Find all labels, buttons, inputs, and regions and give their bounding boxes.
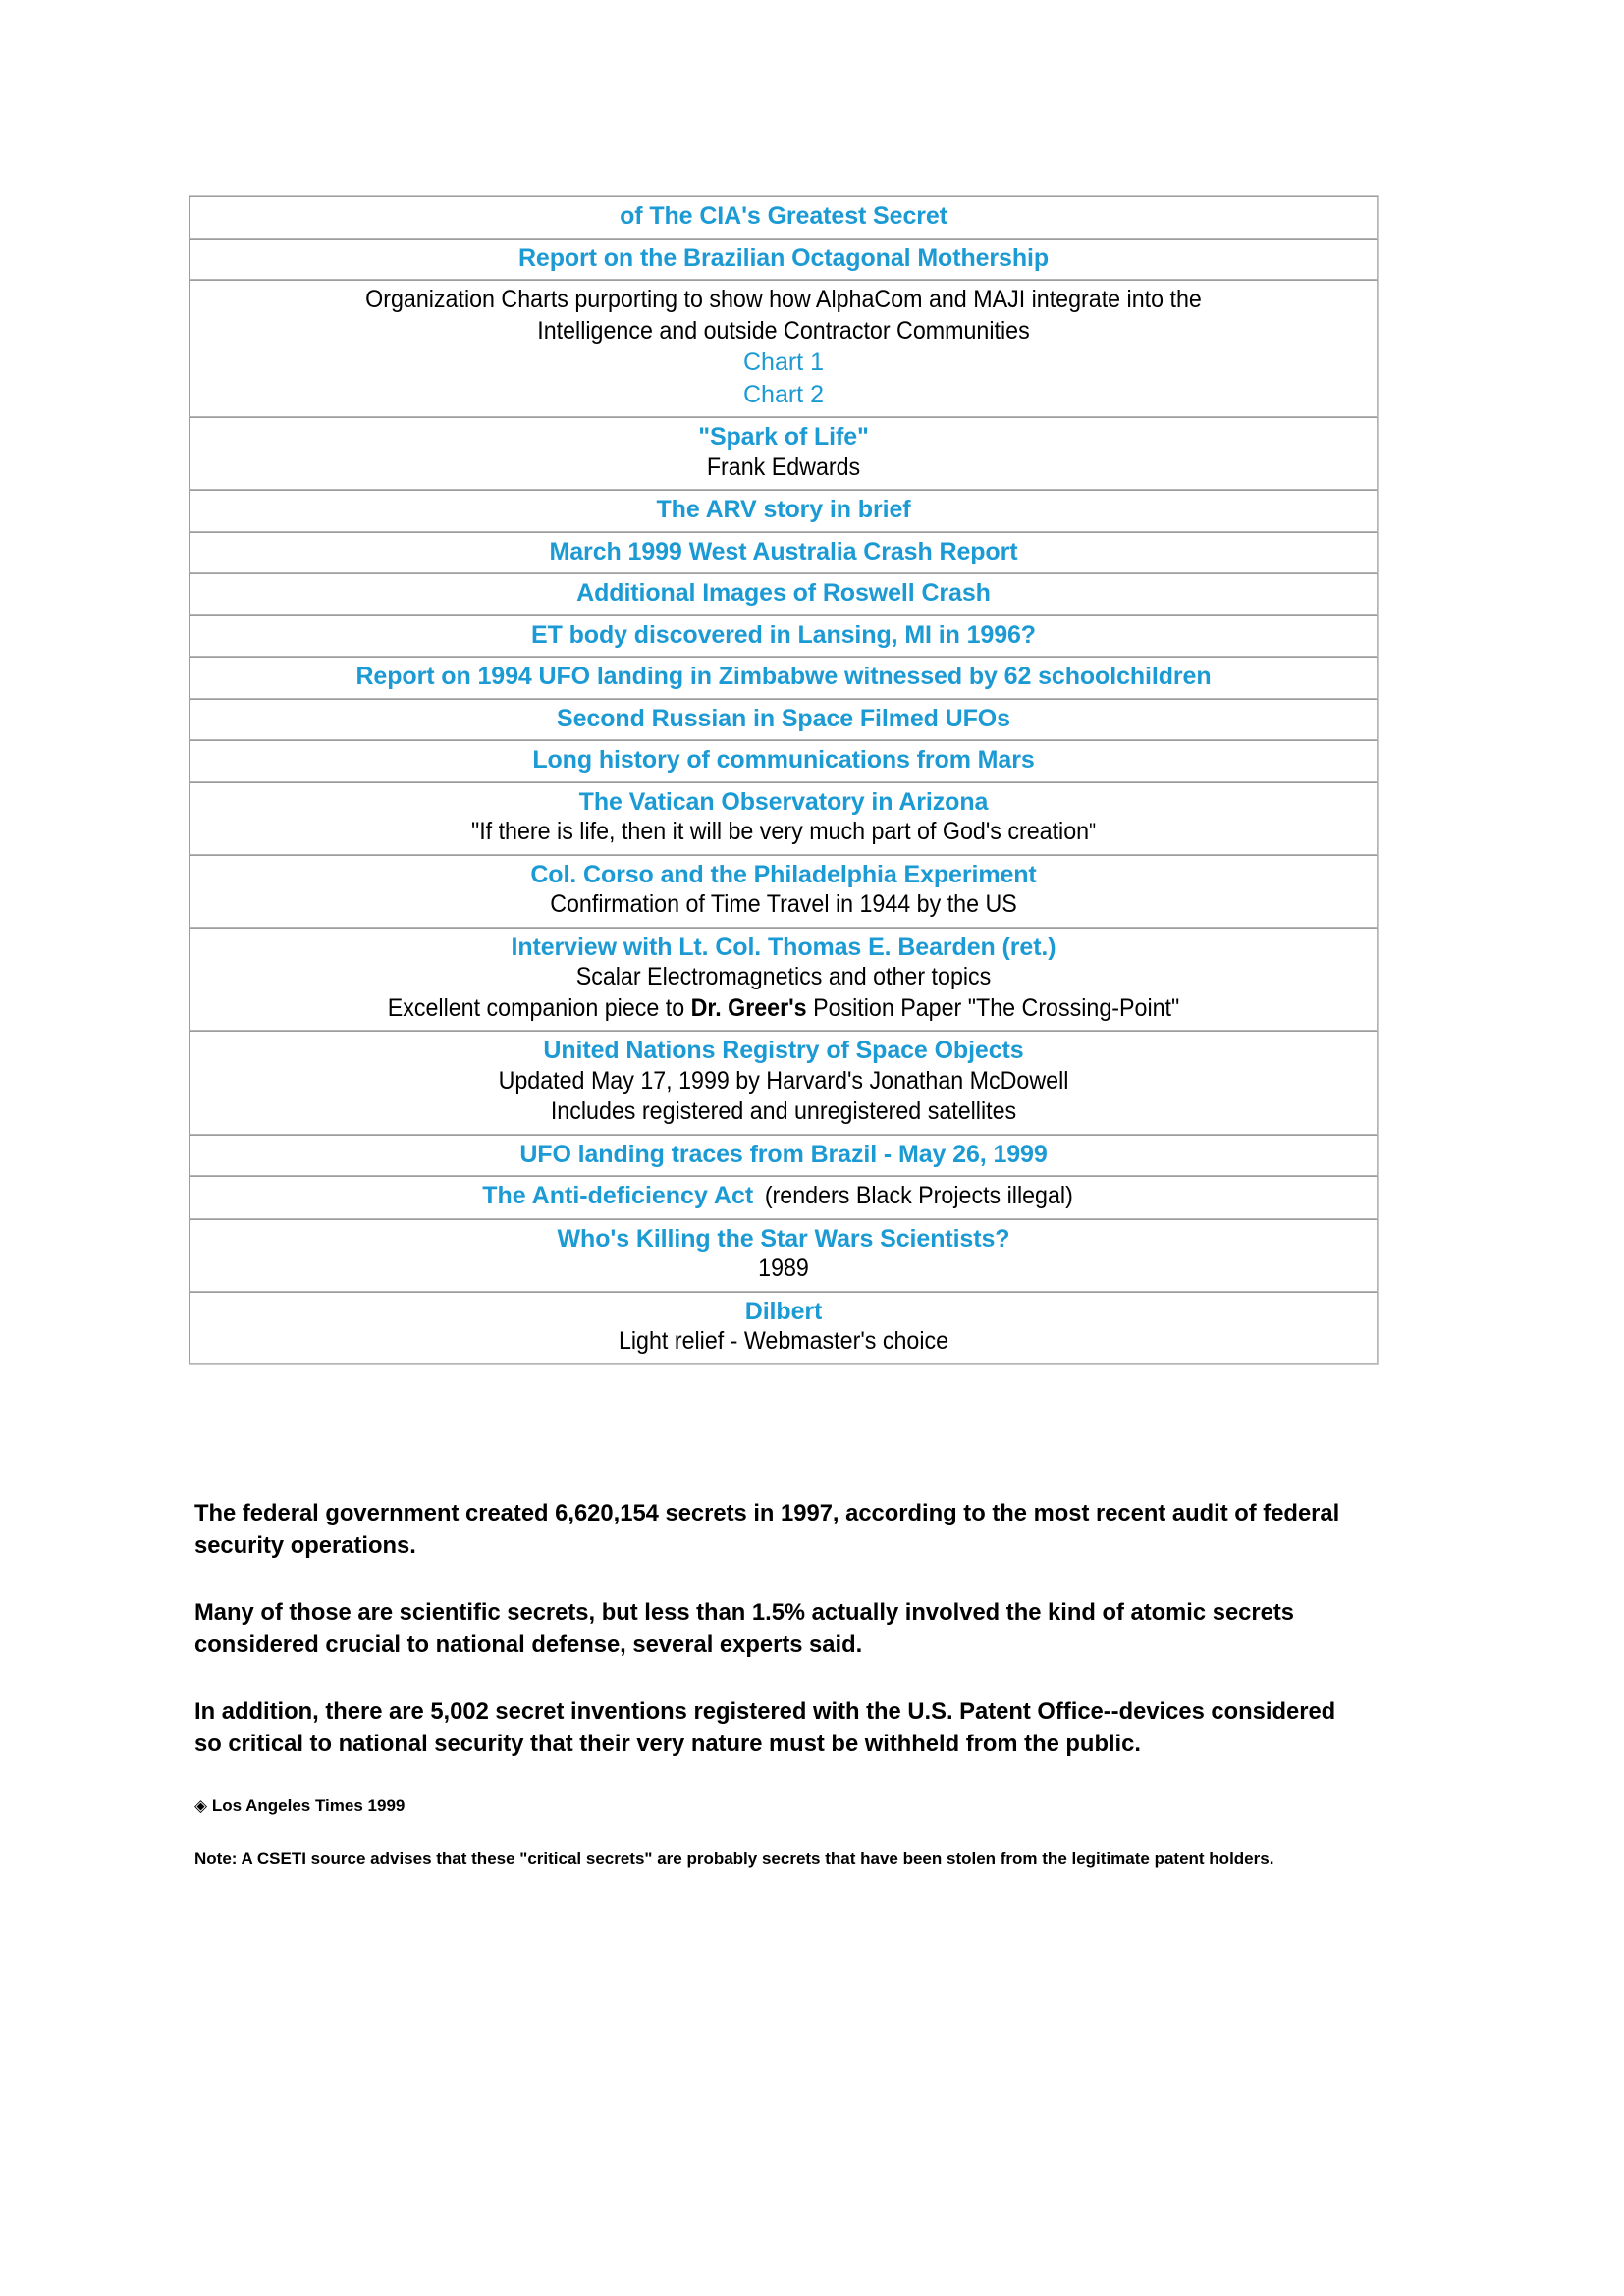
vatican-quote-text: "If there is life, then it will be very much part of God's creation	[470, 818, 1090, 845]
row-dilbert[interactable]	[189, 1292, 1378, 1364]
row-roswell-images[interactable]	[189, 573, 1378, 615]
link-un-space-registry[interactable]: United Nations Registry of Space Objects	[543, 1037, 1024, 1064]
row-mars-communications[interactable]	[189, 740, 1378, 782]
row-cia-greatest-secret[interactable]	[189, 196, 1378, 239]
bearden-description-line-1: Scalar Electromagnetics and other topics	[575, 963, 992, 990]
link-chart-1[interactable]: Chart 1	[743, 348, 824, 376]
link-zimbabwe-landing[interactable]: Report on 1994 UFO landing in Zimbabwe witnessed by 62 schoolchildren	[355, 663, 1212, 690]
link-brazil-landing-traces[interactable]: UFO landing traces from Brazil - May 26, 1999	[519, 1140, 1048, 1168]
row-lansing-et-body[interactable]	[189, 615, 1378, 658]
org-charts-description-line-2: Intelligence and outside Contractor Communities	[537, 316, 1030, 345]
table-row	[189, 532, 1378, 574]
table-row	[189, 1176, 1378, 1219]
anti-deficiency-note: (renders Black Projects illegal)	[764, 1182, 1073, 1209]
link-mars-communications[interactable]: Long history of communications from Mars	[532, 746, 1035, 774]
row-brazil-landing-traces[interactable]	[189, 1135, 1378, 1177]
article-credit-text: Los Angeles Times 1999	[211, 1796, 406, 1816]
link-second-russian-space[interactable]: Second Russian in Space Filmed UFOs	[557, 704, 1010, 732]
table-row	[189, 657, 1378, 699]
table-row	[189, 615, 1378, 658]
row-anti-deficiency-act[interactable]	[189, 1176, 1378, 1219]
replacement-char-icon: ◈	[194, 1796, 208, 1817]
star-wars-year: 1989	[758, 1255, 809, 1282]
table-row	[189, 280, 1378, 417]
article-note: Note: A CSETI source advises that these "critical secrets" are probably secrets that have been stolen from the legitimate patent holders.	[194, 1849, 1274, 1869]
un-registry-description-line-2: Includes registered and unregistered satellites	[550, 1097, 1017, 1125]
dilbert-description: Light relief - Webmaster's choice	[618, 1327, 949, 1355]
link-arv-story[interactable]: The ARV story in brief	[656, 496, 911, 523]
table-row	[189, 196, 1378, 239]
row-organization-charts	[189, 280, 1378, 417]
row-spark-of-life[interactable]	[189, 417, 1378, 490]
link-lansing-et-body[interactable]: ET body discovered in Lansing, MI in 1996?	[531, 620, 1036, 649]
link-west-australia-crash[interactable]: March 1999 West Australia Crash Report	[549, 537, 1018, 565]
row-bearden-interview[interactable]	[189, 928, 1378, 1032]
table-row	[189, 1031, 1378, 1135]
article-paragraph-1: The federal government created 6,620,154 secrets in 1997, according to the most recent audit of federal security operations.	[194, 1500, 1340, 1559]
row-west-australia-crash[interactable]	[189, 532, 1378, 574]
link-roswell-images[interactable]: Additional Images of Roswell Crash	[576, 579, 991, 607]
table-row	[189, 1219, 1378, 1292]
un-registry-description-line-1: Updated May 17, 1999 by Harvard's Jonathan McDowell	[498, 1066, 1069, 1095]
article-paragraph-3: In addition, there are 5,002 secret inventions registered with the U.S. Patent Office--devices considered so critical to national security that their very nature must be withheld from the public.	[194, 1698, 1336, 1757]
spark-of-life-author: Frank Edwards	[706, 453, 861, 481]
link-vatican-observatory[interactable]: The Vatican Observatory in Arizona	[578, 787, 989, 816]
bearden-desc-pre: Excellent companion piece to	[387, 993, 691, 1022]
corso-description: Confirmation of Time Travel in 1944 by the US	[550, 890, 1017, 918]
table-row	[189, 855, 1378, 928]
vatican-quote-close: "	[1089, 820, 1097, 842]
table-row	[189, 1292, 1378, 1364]
link-chart-2[interactable]: Chart 2	[743, 380, 824, 408]
article-credit	[194, 1795, 1387, 1818]
bearden-description-line-2	[242, 993, 1326, 1025]
row-brazilian-octagonal-mothership[interactable]	[189, 239, 1378, 281]
table-row	[189, 490, 1378, 532]
link-dilbert[interactable]: Dilbert	[744, 1297, 823, 1325]
row-corso-philadelphia[interactable]	[189, 855, 1378, 928]
link-table-container	[189, 195, 1379, 1365]
row-zimbabwe-landing[interactable]	[189, 657, 1378, 699]
row-un-space-registry[interactable]	[189, 1031, 1378, 1135]
link-brazilian-octagonal-mothership[interactable]: Report on the Brazilian Octagonal Mothership	[517, 243, 1050, 272]
table-row	[189, 239, 1378, 281]
bearden-desc-greer: Dr. Greer's	[690, 993, 807, 1022]
table-row	[189, 699, 1378, 741]
table-row	[189, 573, 1378, 615]
link-star-wars-scientists[interactable]: Who's Killing the Star Wars Scientists?	[557, 1224, 1010, 1253]
table-row	[189, 417, 1378, 490]
link-cia-greatest-secret[interactable]: of The CIA's Greatest Secret	[620, 202, 947, 230]
link-spark-of-life[interactable]: "Spark of Life"	[698, 423, 869, 451]
org-charts-description-line-1: Organization Charts purporting to show how AlphaCom and MAJI integrate into the	[365, 286, 1202, 313]
vatican-quote	[242, 817, 1326, 848]
table-row	[189, 740, 1378, 782]
article-paragraph-2: Many of those are scientific secrets, but less than 1.5% actually involved the kind of atomic secrets considered crucial to national defense, several experts said.	[194, 1599, 1294, 1658]
row-arv-story[interactable]	[189, 490, 1378, 532]
row-star-wars-scientists[interactable]	[189, 1219, 1378, 1292]
link-table	[189, 195, 1379, 1365]
row-second-russian-space[interactable]	[189, 699, 1378, 741]
bearden-desc-post: Position Paper "The Crossing-Point"	[806, 993, 1180, 1022]
link-bearden-interview[interactable]: Interview with Lt. Col. Thomas E. Bearden (ret.)	[511, 933, 1056, 961]
row-vatican-observatory[interactable]	[189, 782, 1378, 855]
table-row	[189, 1135, 1378, 1177]
link-anti-deficiency-act[interactable]: The Anti-deficiency Act	[482, 1182, 754, 1209]
article-body	[194, 1498, 1387, 1872]
link-corso-philadelphia[interactable]: Col. Corso and the Philadelphia Experiment	[530, 860, 1037, 888]
table-row	[189, 782, 1378, 855]
table-row	[189, 928, 1378, 1032]
